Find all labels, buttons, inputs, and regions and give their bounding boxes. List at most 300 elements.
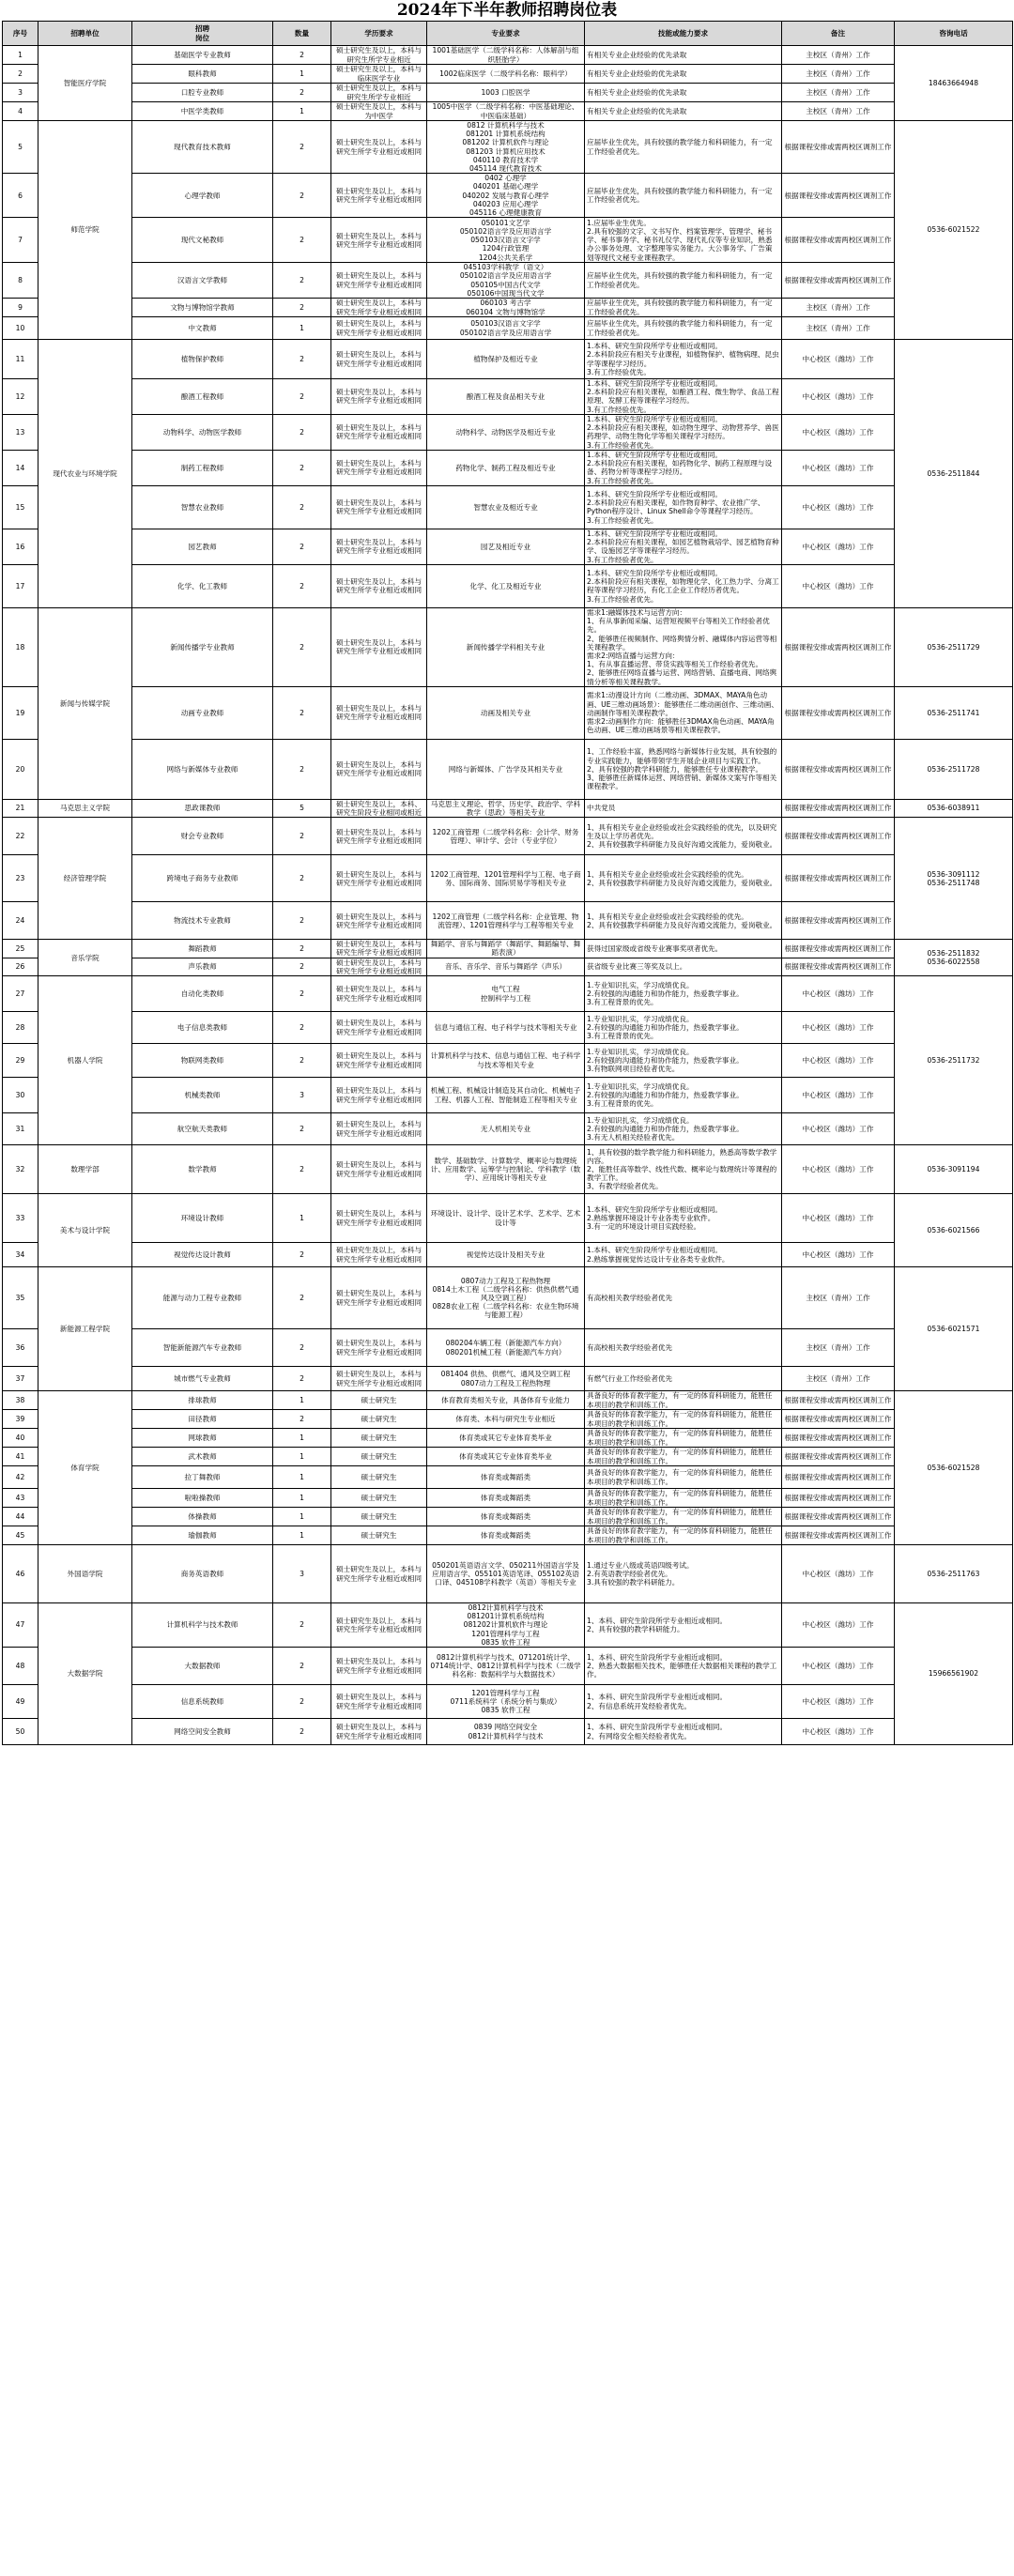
table-row <box>3 1012 1013 1044</box>
table-row <box>3 529 1013 564</box>
major-requirement: 体育教育类相关专业，具备体育专业能力 <box>427 1391 585 1410</box>
education-requirement: 硕士研究生及以上，本科与研究生所学专业相近或相同 <box>331 121 427 174</box>
education-requirement: 硕士研究生 <box>331 1489 427 1508</box>
skills-requirement: 具备良好的体育教学能力，有一定的体育科研能力，能胜任本项目的教学和训练工作。 <box>585 1466 782 1489</box>
table-row <box>3 818 1013 855</box>
major-requirement: 舞蹈学、音乐与舞蹈学（舞蹈学、舞蹈编导、舞蹈表演） <box>427 940 585 958</box>
major-requirement: 计算机科学与技术、信息与通信工程、电子科学与技术等相关专业 <box>427 1044 585 1078</box>
position-count: 3 <box>273 1545 331 1603</box>
row-number: 19 <box>3 686 38 739</box>
row-number: 8 <box>3 263 38 299</box>
table-row <box>3 317 1013 340</box>
table-row <box>3 739 1013 799</box>
education-requirement: 硕士研究生及以上，本科与研究生所学专业相近 <box>331 84 427 102</box>
table-row <box>3 84 1013 102</box>
row-number: 21 <box>3 799 38 817</box>
position-name: 机械类教师 <box>132 1078 273 1113</box>
note: 主校区（青州）工作 <box>782 1267 895 1329</box>
education-requirement: 硕士研究生及以上，本科与研究生所学专业相近或相同 <box>331 379 427 415</box>
note: 根据课程安排或需两校区调剂工作 <box>782 1489 895 1508</box>
table-row <box>3 121 1013 174</box>
skills-requirement: 有高校相关教学经验者优先 <box>585 1329 782 1367</box>
position-name: 数学教师 <box>132 1145 273 1194</box>
education-requirement: 硕士研究生及以上，本科与研究生所学专业相近或相同 <box>331 450 427 485</box>
table-row <box>3 1603 1013 1648</box>
skills-requirement: 1.专业知识扎实，学习成绩优良。 2.有较强的沟通能力和协作能力，热爱教学事业。 3.有无人机相关经验者优先。 <box>585 1113 782 1145</box>
row-number: 7 <box>3 218 38 263</box>
position-count: 2 <box>273 1410 331 1429</box>
row-number: 27 <box>3 976 38 1012</box>
position-name: 声乐教师 <box>132 958 273 975</box>
contact-phone: 0536-6038911 <box>895 799 1013 817</box>
skills-requirement: 有燃气行业工作经验者优先 <box>585 1367 782 1391</box>
major-requirement: 药物化学、制药工程及相近专业 <box>427 450 585 485</box>
major-requirement: 体育类或舞蹈类 <box>427 1526 585 1545</box>
table-row <box>3 102 1013 121</box>
note: 主校区（青州）工作 <box>782 299 895 317</box>
education-requirement: 硕士研究生及以上，本科与研究生所学专业相近或相同 <box>331 686 427 739</box>
position-name: 园艺教师 <box>132 529 273 564</box>
major-requirement: 050101文艺学 050102语言学及应用语言学 050103汉语言文字学 1204行政管理 1204公共关系学 <box>427 218 585 263</box>
major-requirement: 1003 口腔医学 <box>427 84 585 102</box>
table-row <box>3 902 1013 940</box>
position-name: 田径教师 <box>132 1410 273 1429</box>
note: 根据课程安排或需两校区调剂工作 <box>782 1508 895 1526</box>
position-name: 物联网类教师 <box>132 1044 273 1078</box>
skills-requirement: 具备良好的体育教学能力，有一定的体育科研能力，能胜任本项目的教学和训练工作。 <box>585 1508 782 1526</box>
position-name: 计算机科学与技术教师 <box>132 1603 273 1648</box>
skills-requirement: 1.通过专业八级或英语四级考试。 2.有英语教学经验者优先。 3.具有较强的教学科研能力。 <box>585 1545 782 1603</box>
table-row <box>3 174 1013 218</box>
position-name: 跨境电子商务专业教师 <box>132 855 273 902</box>
position-count: 1 <box>273 1526 331 1545</box>
unit-name: 数理学部 <box>38 1145 132 1194</box>
major-requirement: 数学、基础数学、计算数学、概率论与数理统计、应用数学、运筹学与控制论、学科教学（数学）、应用统计等相关专业 <box>427 1145 585 1194</box>
position-count: 2 <box>273 1044 331 1078</box>
note: 根据课程安排或需两校区调剂工作 <box>782 940 895 958</box>
table-row <box>3 299 1013 317</box>
education-requirement: 硕士研究生及以上，本科与研究生所学专业相近或相同 <box>331 1648 427 1685</box>
major-requirement: 体育类、本科与研究生专业相近 <box>427 1410 585 1429</box>
row-number: 47 <box>3 1603 38 1648</box>
row-number: 11 <box>3 340 38 379</box>
position-name: 动物科学、动物医学教师 <box>132 414 273 450</box>
row-number: 24 <box>3 902 38 940</box>
education-requirement: 硕士研究生及以上，本科与研究生所学专业相近或相同 <box>331 1194 427 1243</box>
education-requirement: 硕士研究生及以上，本科与研究生所学专业相近或相同 <box>331 1329 427 1367</box>
contact-phone: 0536-6021522 <box>895 121 1013 340</box>
row-number: 41 <box>3 1448 38 1466</box>
major-requirement: 网络与新媒体、广告学及其相关专业 <box>427 739 585 799</box>
note: 中心校区（潍坊）工作 <box>782 379 895 415</box>
position-name: 城市燃气专业教师 <box>132 1367 273 1391</box>
table-row <box>3 1508 1013 1526</box>
unit-name: 机器人学院 <box>38 976 132 1145</box>
note: 根据课程安排或需两校区调剂工作 <box>782 855 895 902</box>
position-name: 大数据教师 <box>132 1648 273 1685</box>
table-row <box>3 976 1013 1012</box>
row-number: 22 <box>3 818 38 855</box>
position-name: 商务英语教师 <box>132 1545 273 1603</box>
education-requirement: 硕士研究生及以上，本科与研究生所学专业相近或相同 <box>331 1719 427 1745</box>
table-row <box>3 1685 1013 1719</box>
education-requirement: 硕士研究生及以上，本科与研究生所学专业相近或相同 <box>331 1603 427 1648</box>
row-number: 40 <box>3 1429 38 1448</box>
major-requirement: 园艺及相近专业 <box>427 529 585 564</box>
skills-requirement: 获省级专业比赛三等奖及以上。 <box>585 958 782 975</box>
major-requirement: 信息与通信工程、电子科学与技术等相关专业 <box>427 1012 585 1044</box>
education-requirement: 硕士研究生及以上，本科与研究生所学专业相近或相同 <box>331 818 427 855</box>
unit-name: 智能医疗学院 <box>38 46 132 121</box>
note: 中心校区（潍坊）工作 <box>782 564 895 607</box>
contact-phone: 0536-2511832 0536-6022558 <box>895 940 1013 976</box>
row-number: 43 <box>3 1489 38 1508</box>
major-requirement: 动画及相关专业 <box>427 686 585 739</box>
position-name: 现代教育技术教师 <box>132 121 273 174</box>
skills-requirement: 1、具有相关专业企业经验或社会实践经验的优先，以及研究生及以上学历者优先。 2、具有较强教学科研能力及良好沟通交流能力，爱岗敬业。 <box>585 818 782 855</box>
position-count: 1 <box>273 317 331 340</box>
major-requirement: 植物保护及相近专业 <box>427 340 585 379</box>
row-number: 33 <box>3 1194 38 1243</box>
education-requirement: 硕士研究生 <box>331 1429 427 1448</box>
position-name: 拉丁舞教师 <box>132 1466 273 1489</box>
major-requirement: 0812 计算机科学与技术 081201 计算机系统结构 081202 计算机软件与理论 081203 计算机应用技术 040110 教育技术学 045114 现代教育技术 <box>427 121 585 174</box>
note: 根据课程安排或需两校区调剂工作 <box>782 607 895 686</box>
education-requirement: 硕士研究生及以上，本科与研究生所学专业相近或相同 <box>331 414 427 450</box>
header-phone: 咨询电话 <box>895 22 1013 46</box>
note: 中心校区（潍坊）工作 <box>782 1078 895 1113</box>
row-number: 18 <box>3 607 38 686</box>
position-count: 1 <box>273 1466 331 1489</box>
skills-requirement: 具备良好的体育教学能力，有一定的体育科研能力，能胜任本项目的教学和训练工作。 <box>585 1410 782 1429</box>
position-name: 体操教师 <box>132 1508 273 1526</box>
major-requirement: 045103学科教学（语文） 050102语言学及应用语言学 050105中国古代文学 050106中国现当代文学 <box>427 263 585 299</box>
skills-requirement: 有高校相关教学经验者优先 <box>585 1267 782 1329</box>
education-requirement: 硕士研究生及以上，本科与研究生所学专业相近或相同 <box>331 218 427 263</box>
position-count: 2 <box>273 174 331 218</box>
row-number: 17 <box>3 564 38 607</box>
contact-phone: 0536-3091112 0536-2511748 <box>895 818 1013 940</box>
skills-requirement: 1.本科、研究生阶段所学专业相近或相同。 2.熟练掌握环境设计专业各类专业软件。 3.有一定的环境设计项目实践经验。 <box>585 1194 782 1243</box>
position-count: 2 <box>273 414 331 450</box>
education-requirement: 硕士研究生及以上，本科、研究生阶段专业相同或相近 <box>331 799 427 817</box>
major-requirement: 电气工程 控制科学与工程 <box>427 976 585 1012</box>
row-number: 14 <box>3 450 38 485</box>
row-number: 49 <box>3 1685 38 1719</box>
position-name: 财会专业教师 <box>132 818 273 855</box>
note: 中心校区（潍坊）工作 <box>782 485 895 529</box>
position-name: 制药工程教师 <box>132 450 273 485</box>
table-row <box>3 1526 1013 1545</box>
major-requirement: 体育类或其它专业体育类毕业 <box>427 1429 585 1448</box>
position-count: 2 <box>273 1329 331 1367</box>
major-requirement: 080204车辆工程（新能源汽车方向） 080201机械工程（新能源汽车方向） <box>427 1329 585 1367</box>
position-name: 武术教师 <box>132 1448 273 1466</box>
contact-phone: 0536-6021571 <box>895 1267 1013 1391</box>
position-count: 2 <box>273 1243 331 1267</box>
major-requirement: 0812计算机科学与技术 081201计算机系统结构 081202计算机软件与理论 1201管理科学与工程 0835 软件工程 <box>427 1603 585 1648</box>
position-count: 1 <box>273 65 331 84</box>
position-name: 心理学教师 <box>132 174 273 218</box>
position-count: 2 <box>273 818 331 855</box>
row-number: 23 <box>3 855 38 902</box>
major-requirement: 1001基础医学（二级学科名称：人体解剖与组织胚胎学） <box>427 46 585 65</box>
note: 中心校区（潍坊）工作 <box>782 414 895 450</box>
position-count: 1 <box>273 1448 331 1466</box>
major-requirement: 马克思主义理论、哲学、历史学、政治学、学科教学（思政）等相关专业 <box>427 799 585 817</box>
note: 根据课程安排或需两校区调剂工作 <box>782 174 895 218</box>
major-requirement: 智慧农业及相近专业 <box>427 485 585 529</box>
position-count: 2 <box>273 1719 331 1745</box>
position-count: 2 <box>273 607 331 686</box>
contact-phone: 0536-2511741 <box>895 686 1013 739</box>
position-count: 2 <box>273 121 331 174</box>
position-count: 2 <box>273 902 331 940</box>
position-name: 视觉传达设计教师 <box>132 1243 273 1267</box>
header-position: 招聘 岗位 <box>132 22 273 46</box>
education-requirement: 硕士研究生及以上，本科与研究生所学专业相近或相同 <box>331 317 427 340</box>
position-count: 2 <box>273 1145 331 1194</box>
skills-requirement: 应届毕业生优先，具有较强的教学能力和科研能力，有一定工作经验者优先。 <box>585 299 782 317</box>
table-row <box>3 958 1013 975</box>
position-name: 文物与博物馆学教师 <box>132 299 273 317</box>
skills-requirement: 1.本科、研究生阶段所学专业相近或相同。 2.本科阶段应有相关课程，如动物生理学、动物营养学、兽医药理学、动物生物化学等相关课程学习经历。 3.有工作经验者优先。 <box>585 414 782 450</box>
skills-requirement: 应届毕业生优先，具有较强的教学能力和科研能力，有一定工作经验者优先。 <box>585 174 782 218</box>
note: 主校区（青州）工作 <box>782 84 895 102</box>
note: 根据课程安排或需两校区调剂工作 <box>782 818 895 855</box>
skills-requirement: 1.本科、研究生阶段所学专业相近或相同。 2.本科阶段应有相关课程，如园艺植物栽培学、园艺植物育种学、设施园艺学等课程学习经历。 3.有工作经验者优先。 <box>585 529 782 564</box>
skills-requirement: 1.专业知识扎实，学习成绩优良。 2.有较强的沟通能力和协作能力，热爱教学事业。 3.有工程背景的优先。 <box>585 976 782 1012</box>
unit-name: 体育学院 <box>38 1391 132 1545</box>
major-requirement: 050201英语语言文学、050211外国语言学及应用语言学、055101英语笔译、055102英语口译、045108学科教学（英语）等相关专业 <box>427 1545 585 1603</box>
position-count: 2 <box>273 529 331 564</box>
skills-requirement: 获得过国家级或省级专业赛事奖项者优先。 <box>585 940 782 958</box>
table-row <box>3 263 1013 299</box>
education-requirement: 硕士研究生及以上，本科与研究生所学专业相近或相同 <box>331 485 427 529</box>
major-requirement: 1201管理科学与工程 0711系统科学（系统分析与集成） 0835 软件工程 <box>427 1685 585 1719</box>
note: 中心校区（潍坊）工作 <box>782 1113 895 1145</box>
skills-requirement: 有相关专业企业经验的优先录取 <box>585 102 782 121</box>
header-note: 备注 <box>782 22 895 46</box>
note: 根据课程安排或需两校区调剂工作 <box>782 958 895 975</box>
education-requirement: 硕士研究生及以上，本科与研究生所学专业相近或相同 <box>331 1012 427 1044</box>
table-row <box>3 1194 1013 1243</box>
major-requirement: 体育类或舞蹈类 <box>427 1508 585 1526</box>
position-count: 5 <box>273 799 331 817</box>
note: 主校区（青州）工作 <box>782 1367 895 1391</box>
contact-phone: 0536-2511844 <box>895 340 1013 608</box>
major-requirement: 视觉传达设计及相关专业 <box>427 1243 585 1267</box>
position-count: 2 <box>273 485 331 529</box>
education-requirement: 硕士研究生 <box>331 1526 427 1545</box>
row-number: 4 <box>3 102 38 121</box>
row-number: 10 <box>3 317 38 340</box>
position-name: 网球教师 <box>132 1429 273 1448</box>
row-number: 44 <box>3 1508 38 1526</box>
table-row <box>3 1367 1013 1391</box>
skills-requirement: 1、本科、研究生阶段所学专业相近或相同。 2、有信息系统开发经验者优先。 <box>585 1685 782 1719</box>
skills-requirement: 1.本科、研究生阶段所学专业相近或相同。 2.本科阶段应有相关课程，如物理化学、化工热力学、分离工程等课程学习经历，有化工企业工作经历者优先。 3.有工作经验者优先。 <box>585 564 782 607</box>
contact-phone: 15966561902 <box>895 1603 1013 1745</box>
table-row <box>3 1719 1013 1745</box>
table-row <box>3 1648 1013 1685</box>
unit-name: 大数据学院 <box>38 1603 132 1745</box>
position-count: 2 <box>273 1648 331 1685</box>
position-count: 2 <box>273 84 331 102</box>
skills-requirement: 需求1:融媒体技术与运营方向： 1、有从事新闻采编、运营短视频平台等相关工作经验者优先。 2、能够胜任视频制作、网络舆情分析、融媒体内容运营等相关课程教学。 需求2:网络直播与运营方向： 1、有从事直播运营、带货实践等相关工作经验者优先。 2、能够胜任网络直播与运营、网络营销、直播电商、网络舆情分析等相关课程教学。 <box>585 607 782 686</box>
position-count: 2 <box>273 379 331 415</box>
position-name: 酿酒工程教师 <box>132 379 273 415</box>
education-requirement: 硕士研究生及以上，本科与研究生所学专业相近或相同 <box>331 1044 427 1078</box>
position-count: 2 <box>273 1685 331 1719</box>
header-count: 数量 <box>273 22 331 46</box>
position-name: 思政课教师 <box>132 799 273 817</box>
table-row <box>3 1044 1013 1078</box>
row-number: 34 <box>3 1243 38 1267</box>
position-name: 现代文秘教师 <box>132 218 273 263</box>
table-row <box>3 1078 1013 1113</box>
contact-phone: 0536-6021528 <box>895 1391 1013 1545</box>
table-row <box>3 1267 1013 1329</box>
education-requirement: 硕士研究生及以上，本科与研究生所学专业相近或相同 <box>331 855 427 902</box>
skills-requirement: 应届毕业生优先，具有较强的教学能力和科研能力，有一定工作经验者优先。 <box>585 263 782 299</box>
header-no: 序号 <box>3 22 38 46</box>
row-number: 16 <box>3 529 38 564</box>
position-name: 物流技术专业教师 <box>132 902 273 940</box>
education-requirement: 硕士研究生及以上，本科与研究生所学专业相近 <box>331 46 427 65</box>
skills-requirement: 1.本科、研究生阶段所学专业相近或相同。 2.本科阶段应有相关课程，如酿酒工程、微生物学、食品工程原理、发酵工程等课程学习经历。 3.有工作经验优先。 <box>585 379 782 415</box>
table-row <box>3 1410 1013 1429</box>
row-number: 31 <box>3 1113 38 1145</box>
skills-requirement: 具备良好的体育教学能力，有一定的体育科研能力，能胜任本项目的教学和训练工作。 <box>585 1429 782 1448</box>
position-name: 瑜伽教师 <box>132 1526 273 1545</box>
row-number: 46 <box>3 1545 38 1603</box>
unit-name: 外国语学院 <box>38 1545 132 1603</box>
position-name: 新闻传播学专业教师 <box>132 607 273 686</box>
note: 根据课程安排或需两校区调剂工作 <box>782 1526 895 1545</box>
header-unit: 招聘单位 <box>38 22 132 46</box>
major-requirement: 机械工程、机械设计制造及其自动化、机械电子工程、机器人工程、智能制造工程等相关专业 <box>427 1078 585 1113</box>
table-row <box>3 564 1013 607</box>
unit-name: 经济管理学院 <box>38 818 132 940</box>
row-number: 6 <box>3 174 38 218</box>
skills-requirement: 1.本科、研究生阶段所学专业相近或相同。 2.本科阶段应有相关课程，如作物育种学、农业推广学、Python程序设计、Linux Shell命令等课程学习经历。 3.有工作经验者优先。 <box>585 485 782 529</box>
table-row <box>3 940 1013 958</box>
note: 根据课程安排或需两校区调剂工作 <box>782 799 895 817</box>
note: 中心校区（潍坊）工作 <box>782 1603 895 1648</box>
major-requirement: 0402 心理学 040201 基础心理学 040202 发展与教育心理学 040203 应用心理学 045116 心理健康教育 <box>427 174 585 218</box>
position-name: 网络空间安全教师 <box>132 1719 273 1745</box>
position-name: 口腔专业教师 <box>132 84 273 102</box>
position-count: 2 <box>273 340 331 379</box>
skills-requirement: 1、具有较强的数学教学能力和科研能力，熟悉高等数学教学内容。 2、能胜任高等数学、线性代数、概率论与数理统计等课程的教学工作。 3、有教学经验者优先。 <box>585 1145 782 1194</box>
table-row <box>3 1391 1013 1410</box>
table-row <box>3 379 1013 415</box>
skills-requirement: 1.应届毕业生优先。 2.具有较强的文字、文书写作、档案管理学、管理学、秘书学、秘书事务学、秘书礼仪学、现代礼仪等专业知识，熟悉办公事务处理、文字整理等实务能力。大公事务学、广告策划等现代文秘专业课程教学。 <box>585 218 782 263</box>
education-requirement: 硕士研究生及以上，本科与研究生所学专业相近或相同 <box>331 1145 427 1194</box>
position-name: 信息系统教师 <box>132 1685 273 1719</box>
position-count: 2 <box>273 1367 331 1391</box>
table-row <box>3 1145 1013 1194</box>
row-number: 48 <box>3 1648 38 1685</box>
table-row <box>3 65 1013 84</box>
row-number: 50 <box>3 1719 38 1745</box>
position-name: 中医学类教师 <box>132 102 273 121</box>
education-requirement: 硕士研究生及以上，本科与研究生所学专业相近或相同 <box>331 940 427 958</box>
position-name: 汉语言文学教师 <box>132 263 273 299</box>
skills-requirement: 1.本科、研究生阶段所学专业相近或相同。 2.本科阶段应有相关课程，如药物化学、制药工程原理与设备、药物分析等课程学习经历。 3.有工作经验者优先。 <box>585 450 782 485</box>
note: 中心校区（潍坊）工作 <box>782 1194 895 1243</box>
note: 根据课程安排或需两校区调剂工作 <box>782 1391 895 1410</box>
skills-requirement: 有相关专业企业经验的优先录取 <box>585 65 782 84</box>
table-row <box>3 340 1013 379</box>
education-requirement: 硕士研究生及以上，本科与研究生所学专业相近或相同 <box>331 174 427 218</box>
major-requirement: 060103 考古学 060104 文物与博物馆学 <box>427 299 585 317</box>
position-count: 2 <box>273 218 331 263</box>
row-number: 3 <box>3 84 38 102</box>
position-count: 2 <box>273 976 331 1012</box>
education-requirement: 硕士研究生 <box>331 1508 427 1526</box>
note: 主校区（青州）工作 <box>782 1329 895 1367</box>
row-number: 29 <box>3 1044 38 1078</box>
table-body <box>3 46 1013 1745</box>
row-number: 12 <box>3 379 38 415</box>
note: 中心校区（潍坊）工作 <box>782 1685 895 1719</box>
note: 主校区（青州）工作 <box>782 102 895 121</box>
note: 中心校区（潍坊）工作 <box>782 1044 895 1078</box>
position-count: 1 <box>273 1508 331 1526</box>
note: 主校区（青州）工作 <box>782 317 895 340</box>
contact-phone: 0536-2511732 <box>895 976 1013 1145</box>
major-requirement: 新闻传播学学科相关专业 <box>427 607 585 686</box>
note: 根据课程安排或需两校区调剂工作 <box>782 1466 895 1489</box>
education-requirement: 硕士研究生及以上，本科与研究生所学专业相近或相同 <box>331 1243 427 1267</box>
skills-requirement: 需求1:动漫设计方向（二维动画、3DMAX、MAYA角色动画、UE三维动画场景）：能够胜任二维动画创作、三维动画、动画制作等相关课程教学。 需求2:动画制作方向：能够胜任3DMAX角色动画、MAYA角色动画、UE三维动画场景等相关课程教学。 <box>585 686 782 739</box>
unit-name: 新闻与传媒学院 <box>38 607 132 799</box>
position-count: 2 <box>273 263 331 299</box>
education-requirement: 硕士研究生 <box>331 1448 427 1466</box>
table-row <box>3 799 1013 817</box>
major-requirement: 0839 网络空间安全 0812计算机科学与技术 <box>427 1719 585 1745</box>
table-row <box>3 1545 1013 1603</box>
note: 根据课程安排或需两校区调剂工作 <box>782 1448 895 1466</box>
row-number: 38 <box>3 1391 38 1410</box>
position-name: 化学、化工教师 <box>132 564 273 607</box>
major-requirement: 音乐、音乐学、音乐与舞蹈学（声乐） <box>427 958 585 975</box>
education-requirement: 硕士研究生及以上，本科与研究生所学专业相近或相同 <box>331 1685 427 1719</box>
education-requirement: 硕士研究生及以上，本科与研究生所学专业相近或相同 <box>331 263 427 299</box>
position-name: 基础医学专业教师 <box>132 46 273 65</box>
major-requirement: 1202工商管理（二级学科名称：会计学、财务管理）、审计学、会计（专业学位） <box>427 818 585 855</box>
header-education: 学历要求 <box>331 22 427 46</box>
position-name: 智能新能源汽车专业教师 <box>132 1329 273 1367</box>
major-requirement: 050103汉语言文字学 050102语言学及应用语言学 <box>427 317 585 340</box>
contact-phone: 18463664948 <box>895 46 1013 121</box>
note: 根据课程安排或需两校区调剂工作 <box>782 218 895 263</box>
education-requirement: 硕士研究生及以上，本科与研究生所学专业相近或相同 <box>331 564 427 607</box>
position-name: 眼科教师 <box>132 65 273 84</box>
skills-requirement: 1、具有相关专业企业经验或社会实践经验的优先。 2、具有较强教学科研能力及良好沟通交流能力，爱岗敬业。 <box>585 902 782 940</box>
major-requirement: 无人机相关专业 <box>427 1113 585 1145</box>
skills-requirement: 具备良好的体育教学能力，有一定的体育科研能力，能胜任本项目的教学和训练工作。 <box>585 1448 782 1466</box>
table-row <box>3 1466 1013 1489</box>
skills-requirement: 具备良好的体育教学能力，有一定的体育科研能力，能胜任本项目的教学和训练工作。 <box>585 1489 782 1508</box>
position-count: 2 <box>273 940 331 958</box>
note: 根据课程安排或需两校区调剂工作 <box>782 902 895 940</box>
education-requirement: 硕士研究生及以上，本科与研究生所学专业相近或相同 <box>331 1367 427 1391</box>
education-requirement: 硕士研究生及以上，本科与研究生所学专业相近或相同 <box>331 902 427 940</box>
position-name: 自动化类教师 <box>132 976 273 1012</box>
